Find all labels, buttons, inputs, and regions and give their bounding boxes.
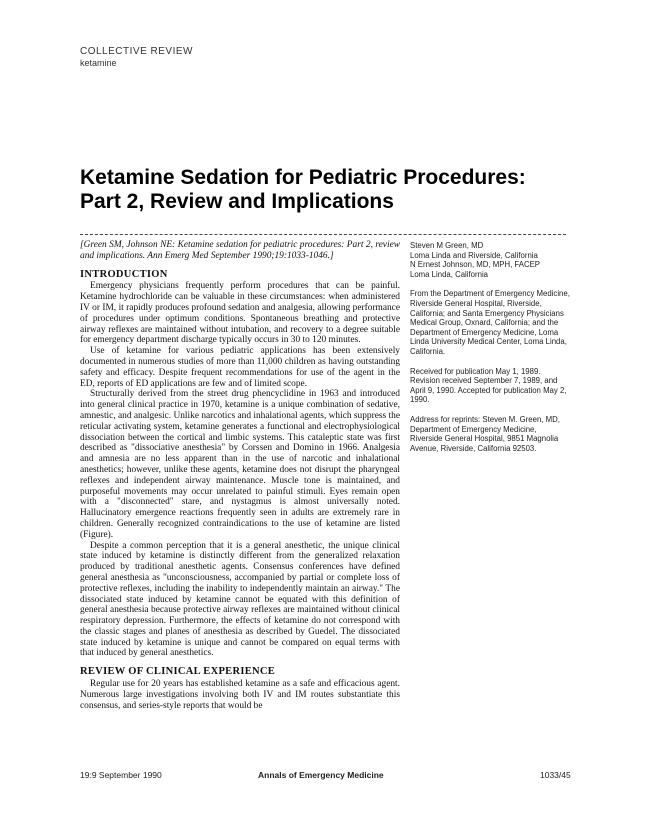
title-line-2: Part 2, Review and Implications — [80, 190, 394, 213]
article-keyword: ketamine — [80, 58, 117, 68]
author-1-name: Steven M Green, MD — [410, 241, 484, 250]
footer-page: 1033/45 — [540, 770, 571, 780]
article-type-label: COLLECTIVE REVIEW — [80, 46, 193, 57]
author-block — [410, 241, 570, 279]
section-header — [80, 46, 193, 68]
author-2-name: N Ernest Johnson, MD, MPH, FACEP — [410, 260, 540, 270]
paragraph: Emergency physicians frequently perform procedures that can be painful. Ketamine hydrochloride can be valuable in these circumstances: when administered IV or IM, it rapidly produces profound sedation and analgesia, allowing performance of procedures under optimum conditions. Spontaneous breathing and protective airway reflexes are maintained without intubation, and recovery to a degree suitable for emergency department discharge typically occurs in 30 to 120 minutes. — [80, 281, 400, 346]
footer-journal: Annals of Emergency Medicine — [258, 770, 384, 780]
author-1-location: Loma Linda and Riverside, California — [410, 250, 538, 260]
reprint-address: Address for reprints: Steven M. Green, MD, Department of Emergency Medicine, Riverside General Hospital, 9851 Magnolia Avenue, Riverside, California 92503. — [410, 414, 560, 453]
paragraph: Structurally derived from the street drug phencyclidine in 1963 and introduced into general clinical practice in 1970, ketamine is a unique combination of sedative, amnestic, and analgesic. Unlike narcotics and inhalational agents, which suppress the reticular activating system, ketamine generates a functional and electrophysiological dissociation between the cortical and limbic systems. This cataleptic state was first described as "dissociative anesthesia" by Corssen and Domino in 1966. Analgesia and amnesia are no less apparent than in the use of narcotic and inhalational anesthetics; however, unlike these agents, ketamine does not disrupt the pharyngeal reflexes and independent airway maintenance. Muscle tone is maintained, and purposeful movements may occur unrelated to painful stimuli. Eyes remain open with a "disconnected" stare, and nystagmus is almost universally noted. Hallucinatory emergence reactions frequently seen in adults are extremely rare in children. Generally recognized contraindications to the use of ketamine are listed (Figure). — [80, 389, 400, 540]
section-heading-review: REVIEW OF CLINICAL EXPERIENCE — [80, 666, 276, 678]
paragraph: Regular use for 20 years has established ketamine as a safe and efficacious agent. Numerous large investigations involving both IV and IM routes substantiate this consensus, and series-style reports that would be — [80, 679, 400, 711]
section-heading-introduction: INTRODUCTION — [80, 268, 168, 280]
sidebar-column — [410, 241, 570, 463]
footer-issue: 19:9 September 1990 — [80, 770, 162, 780]
paragraph: Use of ketamine for various pediatric applications has been extensively documented in numerous studies of more than 11,000 children as having outstanding safety and efficacy. Despite frequent recommendations for use of the agent in the ED, reports of ED applications are few and of limited scope. — [80, 346, 400, 389]
title-divider — [80, 234, 566, 235]
affiliation: From the Department of Emergency Medicine, Riverside General Hospital, Riverside, California; and Santa Emergency Physicians Medical Group, Oxnard, California; and the Department of Emergency Medicine, Loma Linda University Medical Center, Loma Linda, California. — [410, 289, 570, 356]
paragraph: Despite a common perception that it is a general anesthetic, the unique clinical state induced by ketamine is distinctly different from the generalized relaxation produced by traditional anesthetic agents. Consensus conferences have defined general anesthesia as "unconsciousness, accompanied by partial or complete loss of protective reflexes, including the inability to independently maintain an airway." The dissociated state induced by ketamine cannot be equated with this definition of general anesthesia because protective airway reflexes are maintained without clinical respiratory depression. Furthermore, the effects of ketamine do not correspond with the classic stages and planes of anesthesia as described by Guedel. The dissociated state induced by ketamine is unique and cannot be compared on equal terms with that induced by general anesthetics. — [80, 540, 400, 659]
article-title — [80, 166, 580, 214]
author-2-location: Loma Linda, California — [410, 269, 489, 279]
title-line-1: Ketamine Sedation for Pediatric Procedures: — [80, 166, 526, 189]
body-column — [80, 240, 400, 711]
received-dates: Received for publication May 1, 1989. Revision received September 7, 1989, and April 9, 1990. Accepted for publication May 2, 1990. — [410, 366, 567, 405]
citation: [Green SM, Johnson NE: Ketamine sedation for pediatric procedures: Part 2, review and implications. Ann Emerg Med September 1990;19:1033-1046.] — [80, 240, 400, 261]
